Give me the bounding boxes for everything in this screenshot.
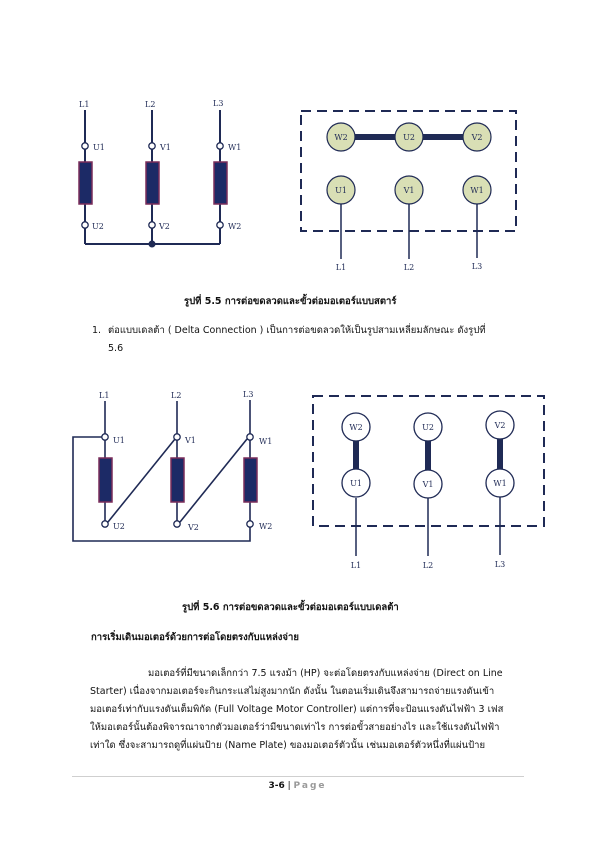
star-box-bottom-3: W1 (470, 186, 484, 195)
delta-line-label-2: L2 (171, 391, 182, 400)
star-terminal-box (301, 111, 516, 272)
paragraph-line: มอเตอร์ที่มีขนาดเล็กกว่า 7.5 แรงม้า (HP) จะต่อโดยตรงกับแหล่งจ่าย (Direct on Line (148, 668, 503, 679)
list-item-delta (92, 322, 532, 358)
winding-v (171, 458, 184, 502)
delta-line-label-1: L1 (99, 391, 110, 400)
star-box-line-1: L1 (335, 263, 347, 272)
delta-box-bottom-3: W1 (493, 479, 507, 488)
footer-separator: | (287, 781, 291, 791)
delta-box-line-3: L3 (494, 560, 506, 569)
star-bottom-terminal-3: W2 (228, 222, 242, 231)
delta-bottom-terminal-2: V2 (188, 523, 199, 532)
star-box-top-3: V2 (471, 133, 483, 142)
paragraph-line: เท่าใด ซึ่งจะสามารถดูที่แผ่นป้าย (Name Plate) ของมอเตอร์ตัวนั้น เช่นมอเตอร์ตัวหนึ่งที่แผ่นป้าย (90, 740, 486, 751)
delta-top-terminal-1: U1 (113, 436, 125, 445)
star-bottom-terminal-1: U2 (92, 222, 104, 231)
paragraph-line: มอเตอร์เท่ากับแรงดันเต็มพิกัด (Full Voltage Motor Controller) แต่การที่จะป้อนแรงดันไฟฟ้า 3 เฟส (90, 704, 504, 715)
list-text: ต่อแบบเดลต้า ( Delta Connection ) เป็นการต่อขดลวดให้เป็นรูปสามเหลี่ยมลักษณะ ดังรูปที่ (108, 325, 486, 336)
delta-box-top-3: V2 (494, 421, 506, 430)
page-number: 3-6 (268, 781, 285, 791)
winding-u (99, 458, 112, 502)
delta-line-label-3: L3 (243, 390, 254, 399)
delta-box-top-2: U2 (422, 423, 434, 432)
star-top-terminal-3: W1 (228, 143, 242, 152)
star-line-label-3: L3 (213, 99, 224, 108)
section-heading: การเริ่มเดินมอเตอร์ด้วยการต่อโดยตรงกับแหล่งจ่าย (91, 632, 299, 643)
delta-box-bottom-2: V1 (422, 480, 434, 489)
delta-top-terminal-2: V1 (185, 436, 196, 445)
delta-bottom-terminal-1: U2 (113, 522, 125, 531)
delta-box-bottom-1: U1 (350, 479, 362, 488)
list-text-cont: 5.6 (108, 343, 124, 354)
star-bottom-terminal-2: V2 (159, 222, 170, 231)
figure-caption-star: รูปที่ 5.5 การต่อขดลวดและขั้วต่อมอเตอร์แบบสตาร์ (184, 296, 397, 307)
delta-bottom-terminal-3: W2 (259, 522, 273, 531)
star-box-line-3: L3 (471, 262, 483, 271)
star-box-top-2: U2 (403, 133, 415, 142)
star-box-bottom-1: U1 (335, 186, 347, 195)
winding-w (214, 162, 227, 204)
figure-caption-delta: รูปที่ 5.6 การต่อขดลวดและขั้วต่อมอเตอร์แบบเดลต้า (182, 602, 399, 613)
star-line-label-2: L2 (145, 100, 156, 109)
body-paragraph (90, 665, 530, 755)
list-number: 1. (92, 325, 102, 336)
star-box-bottom-2: V1 (403, 186, 415, 195)
delta-box-top-1: W2 (349, 423, 363, 432)
star-top-terminal-2: V1 (160, 143, 171, 152)
star-line-label-1: L1 (79, 100, 90, 109)
delta-top-terminal-3: W1 (259, 437, 273, 446)
star-top-terminal-1: U1 (93, 143, 105, 152)
paragraph-line: ให้มอเตอร์นั้นต้องพิจารณาจากตัวมอเตอร์ว่ามีขนาดเท่าไร การต่อขั้วสายอย่างไร และใช้แรงดันไฟฟ้า (90, 722, 500, 733)
star-box-line-2: L2 (403, 263, 415, 272)
delta-terminal-box (313, 396, 544, 570)
delta-box-line-1: L1 (350, 561, 362, 570)
star-point (149, 241, 156, 248)
delta-box-line-2: L2 (422, 561, 434, 570)
star-windings (79, 162, 227, 204)
winding-u (79, 162, 92, 204)
delta-windings (99, 458, 257, 502)
winding-v (146, 162, 159, 204)
star-box-top-1: W2 (334, 133, 348, 142)
footer-divider (72, 776, 524, 777)
page-word: Page (293, 781, 327, 791)
paragraph-line: Starter) เนื่องจากมอเตอร์จะกินกระแสไม่สูงมากนัก ดังนั้น ในตอนเริ่มเดินจึงสามารถจ่ายแรงดันเข้า (90, 686, 495, 697)
page-footer (0, 781, 595, 791)
winding-w (244, 458, 257, 502)
